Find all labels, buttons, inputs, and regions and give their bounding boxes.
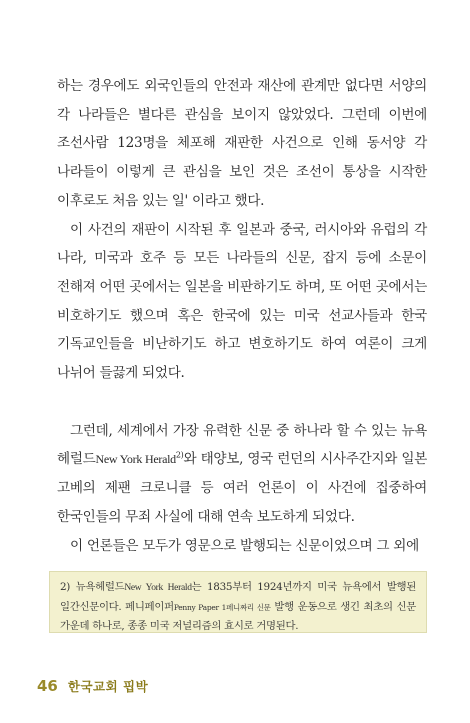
paragraph-press-coverage: [57, 417, 427, 532]
footnote-small-note: Penny Paper 1페니짜리 신문: [173, 602, 271, 612]
footnote-text: 발행 운동으로 생긴 최초의 신문 가운데 하나로, 종종 미국 저널리즘의 효시로 거명된다.: [60, 600, 416, 632]
page-number: 46: [37, 677, 58, 695]
paragraph-text: 와 태양보, 영국 런던의 시사주간지와 일본 고베의 제팬 크로니클 등 여러 언론이 이 사건에 집중하여 한국인들의 무죄 사실에 대해 연속 보도하게 되었다.: [57, 451, 428, 525]
footnote-text: 는 1835부터 1924년까지 미국 뉴욕에서 발행된 일간신문이다. 페니페이퍼: [60, 581, 416, 613]
paragraph-english-press: 이 언론들은 모두가 영문으로 발행되는 신문이었으며 그 외에: [70, 537, 419, 554]
footnote-box: [49, 571, 427, 633]
footnote-marker[interactable]: 2): [175, 450, 184, 460]
running-title: 한국교회 핍박: [67, 679, 149, 694]
footnote-text: 2) 뉴욕헤럴드: [60, 581, 125, 593]
section-gap: [57, 388, 427, 417]
page-footer: [37, 677, 148, 695]
body-text: [57, 72, 427, 560]
paragraph-trial-reaction: 이 사건의 재판이 시작된 후 일본과 중국, 러시아와 유럽의 각 나라, 미국과 호주 등 모든 나라들의 신문, 잡지 등에 소문이 전해져 어떤 곳에서는 일본을 비판하기도 하며, 또 어떤 곳에서는 비호하기도 했으며 혹은 한국에 있는 미국 선교사들과 한국 기독교인들을 비난하기도 하고 변호하기도 하여 여론이 크게 나뉘어 들끓게 되었다.: [57, 221, 427, 382]
footnote-latin-name: New York Herald: [124, 583, 192, 593]
latin-name: New York Herald: [95, 452, 176, 467]
paragraph-text: 그런데, 세계에서 가장 유력한 신문 중 하나라 할 수 있는 뉴욕 헤럴드: [57, 422, 427, 468]
paragraph-continued: 하는 경우에도 외국인들의 안전과 재산에 관계만 없다면 서양의 각 나라들은 별다른 관심을 보이지 않았었다. 그런데 이번에 조선사람 123명을 체포해 재판한 사건으로 인해 동서양 각 나라들이 이렇게 큰 관심을 보인 것은 조선이 통상을 시작한 이후로도 처음 있는 일' 이라고 했다.: [57, 78, 427, 209]
